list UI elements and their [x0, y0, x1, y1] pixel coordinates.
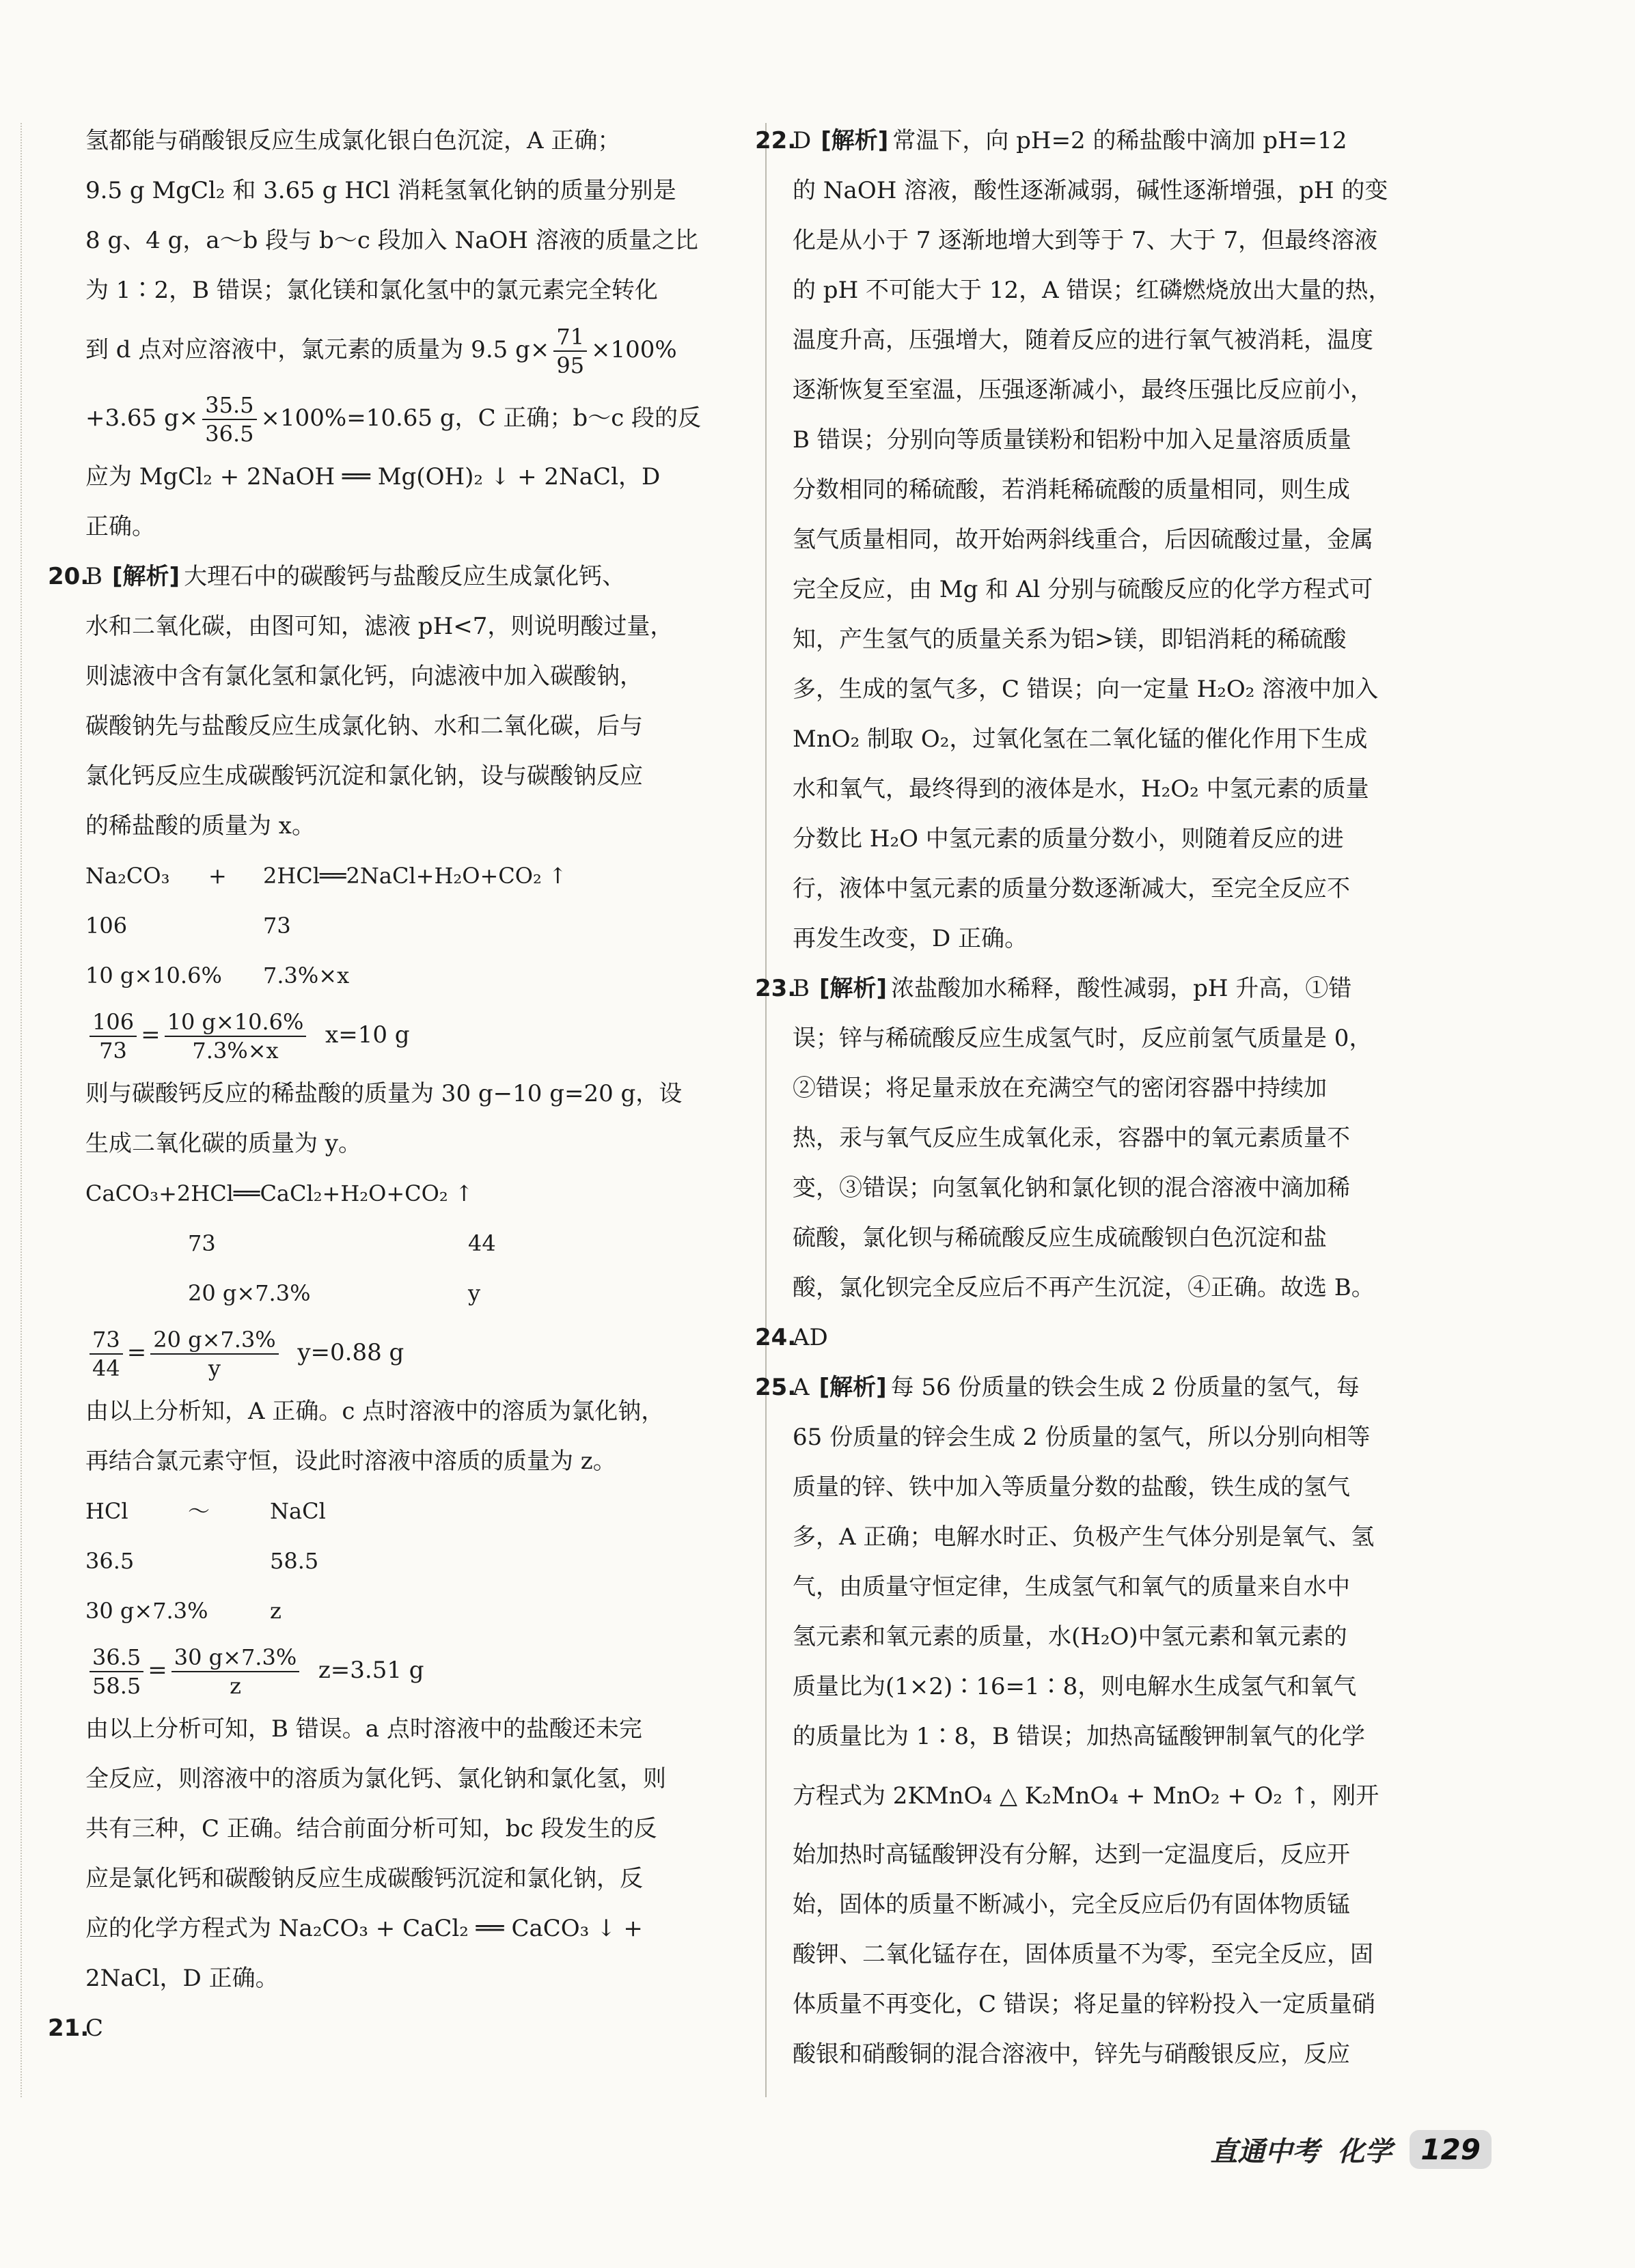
question-24 — [755, 1313, 1493, 1363]
ratio-line: $\frac{36.5}{58.5}$ = $\frac{30 g\times 7.3\%}{z}$ z=3.51 g — [85, 1636, 738, 1704]
text-span: ×100%=10.65 g，C 正确；b～c 段的反 — [260, 404, 702, 432]
text-line: 误；锌与稀硫酸反应生成氢气时，反应前氢气质量是 0， — [793, 1025, 1373, 1052]
text-line: 则滤液中含有氯化氢和氯化钙，向滤液中加入碳酸钠， — [85, 663, 643, 690]
text-line: 为 1∶2，B 错误；氯化镁和氯化氢中的氯元素完全转化 — [85, 277, 658, 304]
numerator: 73 — [90, 1326, 123, 1355]
fraction — [553, 323, 587, 379]
text-span: 到 d 点对应溶液中，氯元素的质量为 9.5 g× — [85, 336, 550, 363]
text-line: 应为 MgCl₂ + 2NaOH ══ Mg(OH)₂ ↓ + 2NaCl，D — [85, 463, 661, 490]
text-line: 酸钾、二氧化锰存在，固体质量不为零，至完全反应，固 — [793, 1941, 1373, 1968]
text-line: ②错误；将足量汞放在充满空气的密闭容器中持续加 — [793, 1075, 1327, 1102]
denominator: z — [230, 1673, 241, 1699]
right-column — [755, 116, 1493, 2079]
text-line — [793, 1363, 1360, 1413]
text-line: 始加热时高锰酸钾没有分解，达到一定温度后，反应开 — [793, 1841, 1350, 1868]
text-line: 氢元素和氧元素的质量，水(H₂O)中氢元素和氧元素的 — [793, 1623, 1347, 1650]
text-line: 2NaCl，D 正确。 — [85, 1965, 279, 1992]
result: x=10 g — [325, 1021, 410, 1049]
text-line: 分数比 H₂O 中氢元素的质量分数小，则随着反应的进 — [793, 825, 1344, 853]
fraction — [90, 1008, 137, 1064]
text-line: 水和氧气，最终得到的液体是水，H₂O₂ 中氢元素的质量 — [793, 775, 1369, 803]
text-line: 变，③错误；向氢氧化钠和氯化钡的混合溶液中滴加稀 — [793, 1174, 1350, 1202]
text-line: 由以上分析可知，B 错误。a 点时溶液中的盐酸还未完 — [85, 1715, 642, 1743]
value: 7.3%×x — [263, 963, 350, 988]
text-line: 水和二氧化碳，由图可知，滤液 pH<7，则说明酸过量， — [85, 613, 674, 640]
text-line: 知，产生氢气的质量关系为铝>镁，即铝消耗的稀硫酸 — [793, 626, 1347, 653]
analysis-tag: [解析] — [112, 563, 180, 590]
text-line: 温度升高，压强增大，随着反应的进行氧气被消耗，温度 — [793, 327, 1373, 354]
value-row — [85, 1586, 738, 1636]
question-number: 25. — [755, 1374, 797, 1401]
question-number: 21. — [48, 2015, 90, 2042]
formula: NaCl — [270, 1498, 326, 1524]
ratio-line: $\frac{106}{73}$ = $\frac{10 g\times 10.6\%}{7.3\%\times x}$ x=10 g — [85, 1001, 738, 1069]
value: 73 — [188, 1230, 216, 1256]
numerator: 10 g×10.6% — [165, 1008, 307, 1037]
denominator: 36.5 — [205, 421, 254, 447]
text-line: 行，液体中氢元素的质量分数逐渐减大，至完全反应不 — [793, 875, 1350, 902]
formula: Na₂CO₃ — [85, 863, 170, 889]
formula-line — [85, 384, 738, 452]
value: y — [468, 1280, 481, 1306]
text-line: 8 g、4 g，a～b 段与 b～c 段加入 NaOH 溶液的质量之比 — [85, 227, 698, 254]
equation-row — [85, 851, 738, 901]
text-line: 应的化学方程式为 Na₂CO₃ + CaCl₂ ══ CaCO₃ ↓ + — [85, 1915, 643, 1942]
result: y=0.88 g — [297, 1339, 404, 1366]
value: 106 — [85, 913, 128, 939]
fraction — [202, 391, 256, 447]
text-span: +3.65 g× — [85, 404, 199, 432]
value: 44 — [468, 1230, 496, 1256]
book-title: 直通中考 — [1210, 2136, 1320, 2168]
mass-row — [85, 901, 738, 951]
text-line: 氢都能与硝酸银反应生成氯化银白色沉淀，A 正确； — [85, 127, 621, 154]
formula: + — [208, 863, 227, 889]
binding-margin-line — [20, 123, 22, 2097]
text-line: 全反应，则溶液中的溶质为氯化钙、氯化钠和氯化氢，则 — [85, 1765, 666, 1793]
formula: ～ — [188, 1498, 210, 1524]
text-line: 的 pH 不可能大于 12，A 错误；红磷燃烧放出大量的热， — [793, 277, 1392, 304]
value-row — [85, 1269, 738, 1318]
equation-row — [85, 1486, 738, 1536]
text-line: MnO₂ 制取 O₂，过氧化氢在二氧化锰的催化作用下生成 — [793, 725, 1368, 753]
ratio-line: $\frac{73}{44}$ = $\frac{20 g\times 7.3\%}{y}$ y=0.88 g — [85, 1318, 738, 1387]
text-line: 再发生改变，D 正确。 — [793, 925, 1028, 952]
text-line: 热，汞与氧气反应生成氧化汞，容器中的氧元素质量不 — [793, 1124, 1350, 1152]
text-line — [85, 552, 625, 602]
text-line: 多，A 正确；电解水时正、负极产生气体分别是氧气、氢 — [793, 1523, 1375, 1551]
analysis-tag: [解析] — [819, 1374, 887, 1401]
text-line: 碳酸钠先与盐酸反应生成氯化钠、水和二氧化碳，后与 — [85, 713, 643, 740]
text-line: 质量的锌、铁中加入等质量分数的盐酸，铁生成的氢气 — [793, 1474, 1350, 1501]
value: z — [270, 1598, 281, 1624]
answer: B — [793, 975, 810, 1002]
text-span: 大理石中的碳酸钙与盐酸反应生成氯化钙、 — [184, 563, 626, 590]
fraction — [150, 1326, 278, 1382]
text-line: 体质量不再变化，C 错误；将足量的锌粉投入一定质量硝 — [793, 1991, 1375, 2018]
value: 58.5 — [270, 1548, 319, 1574]
answer: B — [85, 563, 102, 590]
fraction — [165, 1008, 307, 1064]
text-line: 的质量比为 1∶8，B 错误；加热高锰酸钾制氧气的化学 — [793, 1723, 1365, 1750]
text-line: 气，由质量守恒定律，生成氢气和氧气的质量来自水中 — [793, 1573, 1350, 1601]
fraction — [90, 1326, 123, 1382]
text-line: 正确。 — [85, 513, 155, 540]
column-divider — [765, 123, 767, 2097]
numerator: 71 — [553, 323, 587, 352]
formula-line — [85, 316, 738, 384]
text-line: 氢气质量相同，故开始两斜线重合，后因硫酸过量，金属 — [793, 526, 1373, 553]
text-line: 的 NaOH 溶液，酸性逐渐减弱，碱性逐渐增强，pH 的变 — [793, 177, 1388, 204]
fraction — [90, 1644, 143, 1700]
numerator: 30 g×7.3% — [171, 1644, 299, 1672]
answer: C — [85, 2015, 104, 2042]
text-span: 浓盐酸加水稀释，酸性减弱，pH 升高，①错 — [891, 975, 1352, 1002]
analysis-tag: [解析] — [819, 975, 888, 1002]
value: 20 g×7.3% — [188, 1280, 311, 1306]
denominator: 58.5 — [92, 1673, 141, 1699]
answer: AD — [793, 1324, 828, 1351]
text-span: ×100% — [591, 336, 677, 363]
denominator: 44 — [92, 1355, 120, 1381]
numerator: 20 g×7.3% — [150, 1326, 278, 1355]
numerator: 35.5 — [202, 391, 256, 420]
denominator: 95 — [556, 352, 585, 378]
question-20 — [48, 552, 738, 602]
text-line: 完全反应，由 Mg 和 Al 分别与硫酸反应的化学方程式可 — [793, 576, 1373, 603]
question-number: 22. — [755, 127, 797, 154]
left-column — [48, 116, 738, 2053]
mass-row — [85, 1219, 738, 1269]
question-23 — [755, 964, 1493, 1014]
result: z=3.51 g — [318, 1657, 424, 1684]
text-line: 9.5 g MgCl₂ 和 3.65 g HCl 消耗氢氧化钠的质量分别是 — [85, 177, 676, 204]
question-number: 23. — [755, 975, 797, 1002]
numerator: 36.5 — [90, 1644, 143, 1672]
value: 30 g×7.3% — [85, 1598, 208, 1624]
value: 73 — [263, 913, 291, 939]
text-line: 化是从小于 7 逐渐地增大到等于 7、大于 7，但最终溶液 — [793, 227, 1378, 254]
value-row — [85, 951, 738, 1001]
numerator: 106 — [90, 1008, 137, 1037]
text-line: 则与碳酸钙反应的稀盐酸的质量为 30 g−10 g=20 g，设 — [85, 1080, 683, 1107]
text-line — [793, 964, 1351, 1014]
question-25 — [755, 1363, 1493, 1413]
text-line: 硫酸，氯化钡与稀硫酸反应生成硫酸钡白色沉淀和盐 — [793, 1224, 1327, 1251]
value: 36.5 — [85, 1548, 135, 1574]
equation-line: 方程式为 2KMnO₄ △ K₂MnO₄ + MnO₂ + O₂ ↑，刚开 — [793, 1782, 1379, 1810]
text-span: 每 56 份质量的铁会生成 2 份质量的氢气，每 — [890, 1374, 1360, 1401]
text-line — [793, 116, 1347, 166]
mass-row — [85, 1536, 738, 1586]
denominator: 7.3%×x — [192, 1038, 279, 1064]
text-line: 氯化钙反应生成碳酸钙沉淀和氯化钠，设与碳酸钠反应 — [85, 762, 643, 790]
question-number: 20. — [48, 563, 90, 590]
formula: 2HCl══2NaCl+H₂O+CO₂ ↑ — [263, 863, 567, 889]
text-line: 酸银和硝酸铜的混合溶液中，锌先与硝酸银反应，反应 — [793, 2041, 1350, 2068]
formula: HCl — [85, 1498, 128, 1524]
denominator: y — [208, 1355, 221, 1381]
subject-label: 化学 — [1337, 2136, 1392, 2168]
text-line: 酸，氯化钡完全反应后不再产生沉淀，④正确。故选 B。 — [793, 1274, 1375, 1301]
denominator: 73 — [99, 1038, 127, 1064]
text-line: 共有三种，C 正确。结合前面分析可知，bc 段发生的反 — [85, 1815, 657, 1842]
fraction — [171, 1644, 299, 1700]
answer: A — [793, 1374, 810, 1401]
question-number: 24. — [755, 1324, 797, 1351]
text-line: B 错误；分别向等质量镁粉和铝粉中加入足量溶质质量 — [793, 426, 1351, 454]
equation: CaCO₃+2HCl══CaCl₂+H₂O+CO₂ ↑ — [85, 1180, 473, 1206]
text-line: 的稀盐酸的质量为 x。 — [85, 812, 315, 840]
text-line: 生成二氧化碳的质量为 y。 — [85, 1130, 362, 1157]
text-line: 应是氯化钙和碳酸钠反应生成碳酸钙沉淀和氯化钠，反 — [85, 1865, 643, 1892]
text-line: 65 份质量的锌会生成 2 份质量的氢气，所以分别向相等 — [793, 1424, 1371, 1451]
question-21 — [48, 2004, 738, 2053]
text-line: 始，固体的质量不断减小，完全反应后仍有固体物质锰 — [793, 1891, 1350, 1918]
text-line: 多，生成的氢气多，C 错误；向一定量 H₂O₂ 溶液中加入 — [793, 676, 1379, 703]
text-line: 逐渐恢复至室温，压强逐渐减小，最终压强比反应前小， — [793, 376, 1373, 404]
analysis-tag: [解析] — [821, 127, 889, 154]
page-footer — [1210, 2130, 1492, 2169]
answer: D — [793, 127, 812, 154]
text-line: 分数相同的稀硫酸，若消耗稀硫酸的质量相同，则生成 — [793, 476, 1350, 503]
text-line: 再结合氯元素守恒，设此时溶液中溶质的质量为 z。 — [85, 1448, 616, 1475]
page-number: 129 — [1410, 2130, 1492, 2169]
text-line: 由以上分析知，A 正确。c 点时溶液中的溶质为氯化钠， — [85, 1398, 665, 1425]
text-line: 质量比为(1×2)∶16=1∶8，则电解水生成氢气和氧气 — [793, 1673, 1357, 1700]
value: 10 g×10.6% — [85, 963, 222, 988]
text-span: 常温下，向 pH=2 的稀盐酸中滴加 pH=12 — [892, 127, 1347, 154]
question-22 — [755, 116, 1493, 166]
